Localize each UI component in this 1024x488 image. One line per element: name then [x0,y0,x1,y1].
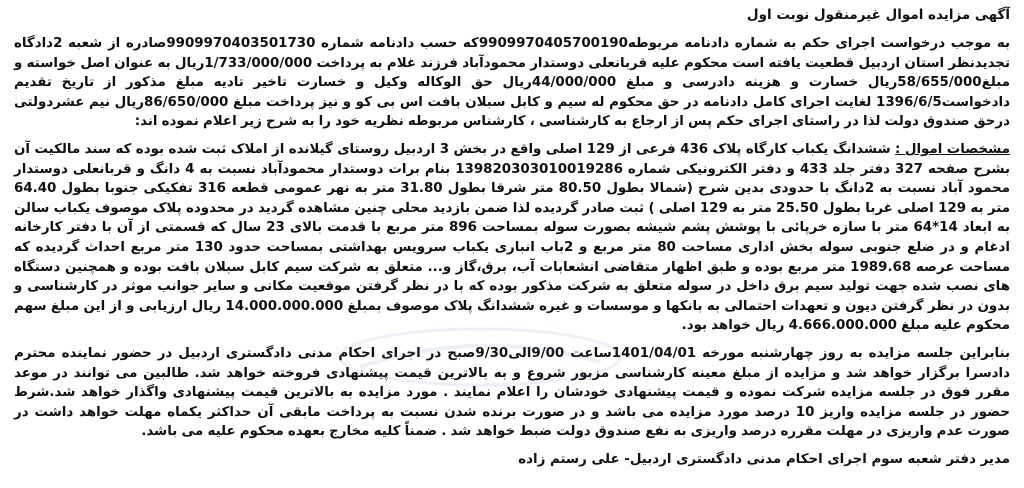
specs-paragraph [14,140,1010,336]
specs-text: ششدانگ یکباب کارگاه پلاک 436 فرعی از 129 اصلی واقع در بخش 3 اردبیل روستای گیلانده از املاک ثبت شده بوده که سند مالکیت آن بشرح صفحه 327 دفتر جلد 433 و دفتر الکترونیکی شماره 139820303010019286 بنام برات دوستدار محمودآباد نسبت به 4 دانگ و قربانعلی دوستدار محمود آباد نسبت به 2دانگ با حدودی بدین شرح (شمالا بطول 80.50 متر شرقا بطول 31.80 متر به نهر عمومی قطعه 316 تفکیکی جنوبا بطول 64.40 متر به 129 اصلی غربا بطول 25.50 متر به 129 اصلی ) ثبت صادر گردیده لذا ضمن بازدید محلی چنین مشاهده گردید در محدوده پلاک موصوف یکباب سالن به ابعاد 14*64 متر با سازه خرپائی با پوشش پشم شیشه بصورت سوله بمساحت 896 متر مربع با قدمت بالای 23 سال که قسمتی از آن با دفتر کارخانه ادغام و در ضلع جنوبی سوله بخش اداری مساحت 80 متر مربع و 2باب انباری یکباب سرویس بهداشتی بمساحت حدود 130 متر مربع احداث گردیده که مساحت عرصه 1989.68 متر مربع بوده و طبق اظهار متقاضی انشعابات آب، برق،گاز و... متعلق به شرکت سیم کابل سبلان بافت بوده و همچنین دستگاه های نصب شده جهت تولید سیم برق داخل در سوله متعلق به شرکت مذکور بوده که با در نظر گرفتن موقعیت مکانی و سایر جوانب موثر در کارشناسی و بدون در نظر گرفتن دیون و تعهدات احتمالی به بانکها و موسسات و غیره ششدانگ پلاک موصوف بمبلغ 14.000.000.000 ریال ارزیابی و از این مبلغ سهم محکوم علیه مبلغ 4.666.000.000 ریال خواهد بود. [14,141,1011,334]
specs-label: مشخصات اموال : [895,141,1011,157]
signature-line: مدیر دفتر شعبه سوم اجرای احکام مدنی دادگستری اردبیل- علی رستم زاده [518,451,1010,467]
auction-paragraph: بنابراین جلسه مزایده به روز چهارشنبه مورخه 1401/04/01ساعت 9/00الی9/30صبح در اجرای احکام مدنی دادگستری اردبیل در حضور نماینده محترم دادسرا برگزار خواهد شد و مزایده از مبلغ معینه کارشناسی مزبور شروع و به بالاترین قیمت پیشنهادی فروخته خواهد شد. طالبین می توانند در موعد مقرر فوق در جلسه مزایده شرکت نموده و قیمت پیشنهادی خودشان را اعلام نمایند . مورد مزایده به بالاترین قیمت پیشنهادی واگذار خواهد شد.شرط حضور در جلسه مزایده واریز 10 درصد مورد مزایده می باشد و در صورت برنده شدن نسبت به پرداخت مابقی آن حداکثر یکماه مهلت خواهد داشت در صورت عدم واریزی در مهلت مقرره درصد واریزی به نفع صندوق دولت ضبط خواهد شد . ضمناً کلیه مخارج بعهده محکوم علیه می باشد. [14,345,1011,440]
intro-paragraph: به موجب درخواست اجرای حکم به شماره دادنامه مربوطه9909970405700190که حسب دادنامه شماره 9909970403501730صادره از شعبه 2دادگاه تجدیدنظر استان اردبیل قطعیت یافته است محکوم علیه قربانعلی دوستدار محمودآباد فرزند غلام به پرداخت 1/733/000/000ریال به عنوان اصل خواسته و مبلغ58/655/000ریال خسارت و هزینه دادرسی و مبلغ 44/000/000ریال حق الوکاله وکیل و خسارت تاخیر تادیه مبلغ مذکور از تاریخ تقدیم دادخواست1396/6/5 لغایت اجرای کامل دادنامه در حق محکوم له سیم و کابل سبلان بافت اس بی کو و نیز پرداخت مبلغ 86/650/000ریال نیم عشردولتی درحق صندوق دولت لذا در راستای اجرای حکم پس از ارجاع به کارشناسی ، کارشناس مربوطه نظریه خود را به شرح زیر اعلام نموده اند: [14,36,1011,130]
notice-title: آگهی مزایده اموال غیرمنقول نوبت اول [746,7,1010,23]
